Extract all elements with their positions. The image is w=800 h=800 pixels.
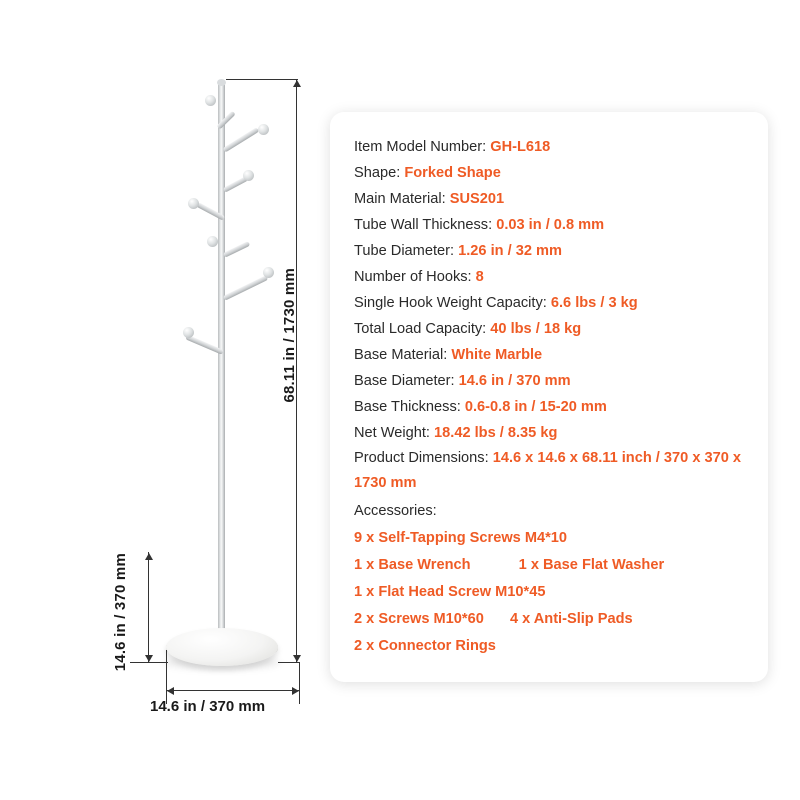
spec-row-base-material: [354, 342, 744, 368]
base-height-arrow-bottom: [145, 655, 153, 662]
coat-rack-pole: [218, 82, 225, 642]
height-dimension-label: 68.11 in / 1730 mm: [281, 268, 298, 403]
hook-branch-upper-right: [223, 127, 260, 152]
hook-knob-upper-left: [205, 95, 216, 106]
accessory-item-flat-head-screw: 1 x Flat Head Screw M10*45: [354, 584, 546, 600]
spec-value-base-thickness: 0.6-0.8 in / 15-20 mm: [464, 399, 607, 415]
accessory-row-3: [354, 579, 744, 606]
spec-label-base-diameter: Base Diameter:: [354, 373, 455, 389]
spec-value-tube-diameter: 1.26 in / 32 mm: [458, 243, 562, 259]
marble-base: [166, 628, 278, 666]
spec-value-single-hook-capacity: 6.6 lbs / 3 kg: [550, 295, 638, 311]
spec-row-total-load-capacity: [354, 316, 744, 342]
base-width-dimension-line: [166, 690, 299, 691]
accessory-item-base-wrench: 1 x Base Wrench: [354, 557, 471, 573]
base-height-dimension-line: [148, 552, 149, 662]
hook-knob-mid-right: [207, 236, 218, 247]
spec-label-total-load-capacity: Total Load Capacity:: [354, 321, 487, 337]
accessory-row-1: [354, 525, 744, 552]
base-width-arrow-right: [292, 687, 299, 695]
spec-label-hooks: Number of Hooks:: [354, 269, 472, 285]
product-illustration: [0, 0, 330, 800]
spec-label-single-hook-capacity: Single Hook Weight Capacity:: [354, 295, 547, 311]
spec-value-hooks: 8: [475, 269, 484, 285]
hook-knob-mid-left: [188, 198, 199, 209]
spec-value-base-material: White Marble: [451, 347, 543, 363]
accessory-item-base-flat-washer: 1 x Base Flat Washer: [518, 557, 665, 573]
accessory-row-2: [354, 552, 744, 579]
spec-row-base-thickness: [354, 394, 744, 420]
base-width-tick-right: [299, 662, 300, 704]
spec-row-model: [354, 134, 744, 160]
spec-row-product-dimensions: [354, 446, 744, 496]
base-height-tick-bottom: [130, 662, 168, 663]
spec-row-single-hook-capacity: [354, 290, 744, 316]
hook-knob-lower-right: [263, 267, 274, 278]
spec-value-product-dimensions: 14.6 x 14.6 x 68.11 inch / 370 x 370 x 1730 mm: [354, 450, 742, 491]
accessory-item-screws-m4: 9 x Self-Tapping Screws M4*10: [354, 530, 568, 546]
base-width-tick-left: [166, 650, 167, 704]
spec-label-tube-diameter: Tube Diameter:: [354, 243, 455, 259]
spec-row-tube-wall-thickness: [354, 212, 744, 238]
height-tick-top: [226, 79, 298, 80]
base-height-dimension-label: 14.6 in / 370 mm: [112, 553, 129, 672]
spec-value-tube-wall-thickness: 0.03 in / 0.8 mm: [496, 217, 605, 233]
accessory-row-5: [354, 633, 744, 660]
spec-row-hooks: [354, 264, 744, 290]
hook-knob-lower-left: [183, 327, 194, 338]
spec-row-tube-diameter: [354, 238, 744, 264]
spec-row-shape: [354, 160, 744, 186]
spec-label-net-weight: Net Weight:: [354, 425, 430, 441]
spec-label-tube-wall-thickness: Tube Wall Thickness:: [354, 217, 493, 233]
accessory-item-anti-slip-pads: 4 x Anti-Slip Pads: [509, 611, 633, 627]
height-arrow-bottom: [293, 655, 301, 662]
base-width-dimension-label: 14.6 in / 370 mm: [150, 698, 266, 715]
spec-value-base-diameter: 14.6 in / 370 mm: [458, 373, 571, 389]
spec-value-model: GH-L618: [490, 139, 551, 155]
hook-knob-mid-right-upper: [243, 170, 254, 181]
spec-label-base-thickness: Base Thickness:: [354, 399, 461, 415]
spec-row-net-weight: [354, 420, 744, 446]
spec-label-product-dimensions: Product Dimensions:: [354, 450, 489, 466]
height-arrow-top: [293, 80, 301, 87]
spec-value-shape: Forked Shape: [404, 165, 501, 181]
spec-label-shape: Shape:: [354, 165, 401, 181]
base-width-arrow-left: [167, 687, 174, 695]
spec-value-total-load-capacity: 40 lbs / 18 kg: [490, 321, 582, 337]
spec-label-base-material: Base Material:: [354, 347, 448, 363]
hook-knob-upper-right: [258, 124, 269, 135]
pole-top-cap: [217, 79, 226, 86]
accessory-row-4: [354, 606, 744, 633]
accessory-item-connector-rings: 2 x Connector Rings: [354, 638, 496, 654]
spec-row-material: [354, 186, 744, 212]
hook-branch-lower-right: [223, 275, 268, 301]
spec-value-material: SUS201: [449, 191, 505, 207]
accessory-item-screws-m10: 2 x Screws M10*60: [354, 611, 484, 627]
spec-row-base-diameter: [354, 368, 744, 394]
spec-label-material: Main Material:: [354, 191, 446, 207]
spec-value-net-weight: 18.42 lbs / 8.35 kg: [434, 425, 558, 441]
specification-card: [330, 112, 768, 682]
accessories-heading: Accessories:: [354, 503, 437, 519]
hook-branch-mid-right: [223, 241, 250, 258]
spec-label-model: Item Model Number:: [354, 139, 487, 155]
base-height-arrow-top: [145, 553, 153, 560]
height-tick-bottom: [278, 662, 300, 663]
